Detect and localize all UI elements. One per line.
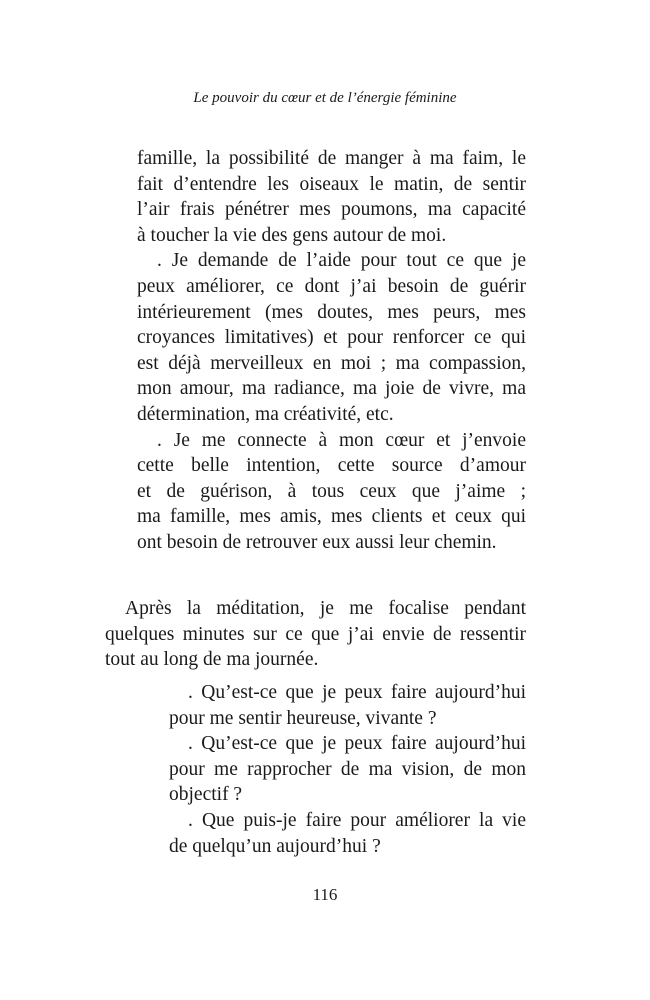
text-line: . Je me connecte à mon cœur et j’envoie bbox=[157, 429, 526, 451]
text-line: famille, la possibilité de manger à ma faim, le bbox=[137, 148, 526, 169]
text-line: à toucher la vie des gens autour de moi. bbox=[137, 224, 447, 246]
text-line: ont besoin de retrouver eux aussi leur chemin. bbox=[137, 531, 497, 553]
text-line: Après la méditation, je me focalise pendant bbox=[125, 598, 526, 619]
text-line: pour me rapprocher de ma vision, de mon bbox=[169, 758, 526, 780]
text-line: de quelqu’un aujourd’hui ? bbox=[169, 835, 381, 857]
text-line: tout au long de ma journée. bbox=[105, 649, 319, 671]
text-line: . Que puis-je faire pour améliorer la vie bbox=[188, 809, 526, 831]
text-line: cette belle intention, cette source d’amour bbox=[137, 455, 526, 477]
text-line: intérieurement (mes doutes, mes peurs, mes bbox=[137, 301, 526, 323]
text-line: l’air frais pénétrer mes poumons, ma capacité bbox=[137, 199, 526, 221]
text-line: quelques minutes sur ce que j’ai envie de ressentir bbox=[105, 623, 526, 645]
text-line: et de guérison, à tous ceux que j’aime ; bbox=[137, 480, 526, 502]
text-line: . Qu’est-ce que je peux faire aujourd’hui bbox=[188, 733, 526, 755]
text-line: . Je demande de l’aide pour tout ce que je bbox=[157, 250, 526, 272]
running-header: Le pouvoir du cœur et de l’énergie féminine bbox=[193, 90, 457, 106]
page-number: 116 bbox=[312, 885, 338, 904]
text-line: objectif ? bbox=[169, 784, 243, 806]
question-list-block bbox=[169, 680, 526, 859]
text-line: est déjà merveilleux en moi ; ma compassion, bbox=[137, 352, 526, 374]
text-line: . Qu’est-ce que je peux faire aujourd’hui bbox=[188, 682, 526, 703]
paragraph-block bbox=[105, 596, 526, 673]
text-line: ma famille, mes amis, mes clients et ceux qui bbox=[137, 506, 526, 528]
paragraph-list-block bbox=[137, 146, 526, 556]
text-line: mon amour, ma radiance, ma joie de vivre, ma bbox=[137, 378, 526, 400]
text-line: peux améliorer, ce dont j’ai besoin de guérir bbox=[137, 275, 526, 297]
text-line: croyances limitatives) et pour renforcer ce qui bbox=[137, 327, 526, 349]
text-line: détermination, ma créativité, etc. bbox=[137, 403, 394, 425]
text-line: pour me sentir heureuse, vivante ? bbox=[169, 707, 437, 729]
text-line: fait d’entendre les oiseaux le matin, de sentir bbox=[137, 173, 526, 195]
